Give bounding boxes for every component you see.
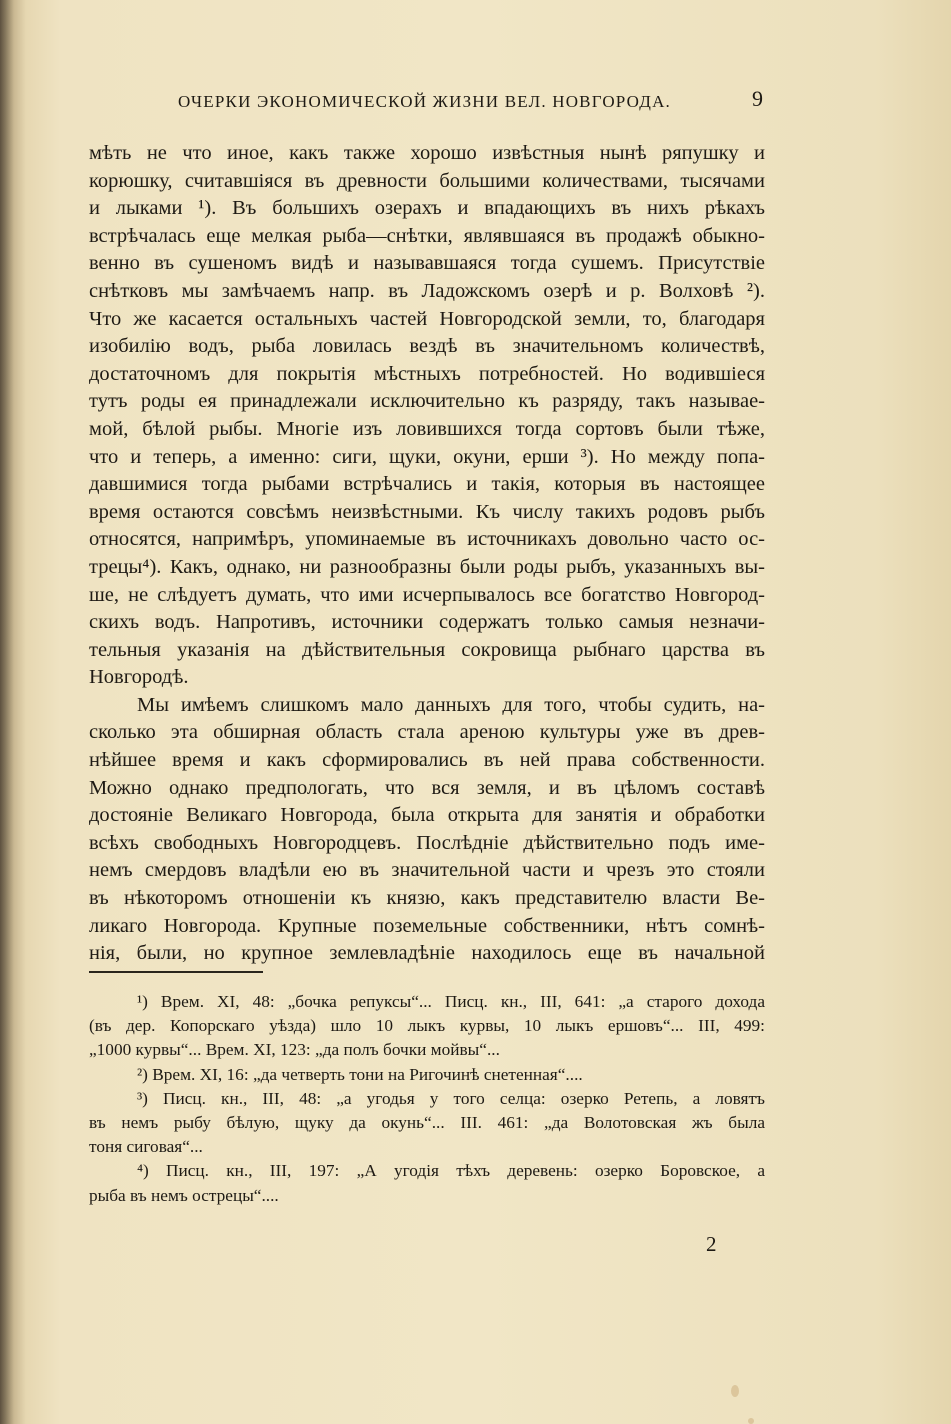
- text-line: мой, бѣлой рыбы. Многіе изъ ловившихся тогда сортовъ были тѣже,: [89, 417, 765, 440]
- text-line: Что же касается остальныхъ частей Новгородской земли, то, благодаря: [89, 307, 765, 330]
- footnotes: [89, 990, 765, 1208]
- footnote-separator: [89, 971, 263, 973]
- text-line: Новгородѣ.: [89, 666, 189, 689]
- text-line: нѣйшее время и какъ сформировались въ ней права собственности.: [89, 749, 765, 772]
- signature-mark: 2: [706, 1232, 717, 1256]
- text-line: въ нѣкоторомъ отношеніи къ князю, какъ представителю власти Ве-: [89, 887, 765, 910]
- text-line: мѣть не что иное, какъ также хорошо извѣстныя нынѣ ряпушку и: [89, 142, 765, 164]
- text-line: тельныя указанія на дѣйствительныя сокровища рыбнаго царства въ: [89, 638, 765, 661]
- text-line: Мы имѣемъ слишкомъ мало данныхъ для того, чтобы судить, на-: [137, 693, 765, 716]
- text-line: изобилію водъ, рыба ловилась вездѣ въ значительномъ количествѣ,: [89, 335, 765, 358]
- text-line: ше, не слѣдуетъ думать, что ими исчерпывалось все богатство Новгород-: [89, 583, 765, 606]
- text-line: немъ смердовъ владѣли ею въ значительной части и чрезъ это стояли: [89, 859, 765, 882]
- footnote-line: ⁴) Писц. кн., III, 197: „А угодія тѣхъ деревень: озерко Боровское, а: [137, 1161, 765, 1181]
- footnote-line: „1000 курвы“... Врем. XI, 123: „да полъ бочки мойвы“...: [89, 1040, 500, 1060]
- text-line: всѣхъ свободныхъ Новгородцевъ. Послѣдніе дѣйствительно подъ име-: [89, 831, 765, 854]
- footnote-line: тоня сиговая“...: [89, 1137, 203, 1157]
- running-title: ОЧЕРКИ ЭКОНОМИЧЕСКОЙ ЖИЗНИ ВЕЛ. НОВГОРОДА.: [178, 92, 672, 111]
- text-line: время остаются совсѣмъ неизвѣстными. Къ числу такихъ родовъ рыбъ: [89, 500, 765, 523]
- footnote-line: въ немъ рыбу бѣлую, щуку да окунь“... III. 461: „да Волотовская жъ была: [89, 1112, 765, 1132]
- text-line: давшимися тогда рыбами встрѣчались и такія, которыя въ настоящее: [89, 473, 765, 496]
- text-line: и лыками ¹). Въ большихъ озерахъ и впадающихъ въ нихъ рѣкахъ: [89, 197, 765, 220]
- text-line: снѣтковъ мы замѣчаемъ напр. въ Ладожскомъ озерѣ и р. Волховѣ ²).: [89, 279, 765, 302]
- text-line: ликаго Новгорода. Крупные поземельные собственники, нѣтъ сомнѣ-: [89, 914, 765, 937]
- text-line: нія, были, но крупное землевладѣніе находилось еще въ начальной: [89, 942, 765, 965]
- text-line: трецы⁴). Какъ, однако, ни разнообразны были роды рыбъ, указанныхъ вы-: [89, 555, 765, 578]
- main-text: [89, 140, 765, 968]
- text-line: относятся, напримѣръ, упоминаемые въ источникахъ довольно часто ос-: [89, 528, 765, 551]
- footnote-line: рыба въ немъ острецы“....: [89, 1185, 279, 1205]
- text-line: венно въ сушеномъ видѣ и называвшаяся тогда сушемъ. Присутствіе: [89, 252, 765, 275]
- footnote-line: ³) Писц. кн., III, 48: „а угодья у того селца: озерко Ретепь, а ловятъ: [137, 1088, 765, 1108]
- text-line: Можно однако предпологать, что вся земля, и въ цѣломъ составѣ: [89, 776, 765, 799]
- text-line: достаточномъ для покрытія мѣстныхъ потребностей. Но водившіеся: [89, 362, 765, 385]
- text-line: тутъ роды ея принадлежали исключительно къ разряду, такъ называе-: [89, 390, 765, 413]
- text-line: встрѣчалась еще мелкая рыба—снѣтки, являвшаяся въ продажѣ обыкно-: [89, 224, 765, 247]
- footnote-line: (въ дер. Копорскаго уѣзда) шло 10 лыкъ курвы, 10 лыкъ ершовъ“... III, 499:: [89, 1016, 765, 1036]
- footnote-line: ¹) Врем. XI, 48: „бочка репуксы“... Писц. кн., III, 641: „а старого дохода: [137, 992, 765, 1011]
- footnote-line: ²) Врем. XI, 16: „да четверть тони на Ригочинѣ снетенная“....: [137, 1064, 583, 1084]
- text-line: скихъ водъ. Напротивъ, источники содержатъ только самыя незначи-: [89, 611, 765, 634]
- text-line: что и теперь, а именно: сиги, щуки, окуни, ерши ³). Но между попа-: [89, 445, 765, 468]
- text-line: достояніе Великаго Новгорода, была открыта для занятія и обработки: [89, 804, 765, 827]
- paper-stain: [748, 1418, 754, 1424]
- text-line: корюшку, считавшіяся въ древности большими количествами, тысячами: [89, 169, 765, 192]
- paper-stain: [731, 1385, 739, 1397]
- text-line: сколько эта обширная область стала ареною культуры уже въ древ-: [89, 721, 765, 744]
- page-number: 9: [752, 86, 763, 111]
